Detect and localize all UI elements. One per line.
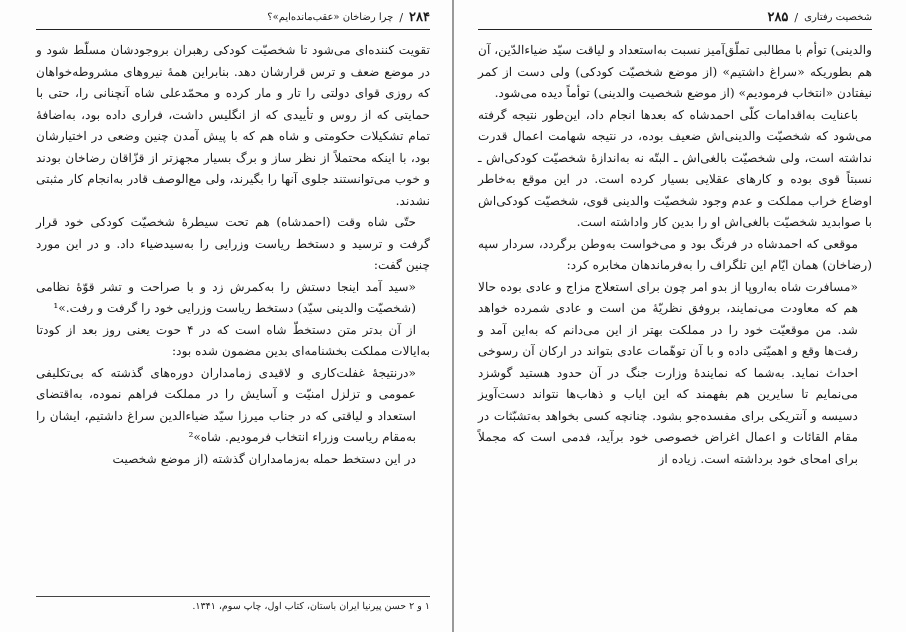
right-quote-1: «مسافرت شاه به‌اروپا از بدو امر چون برای استعلاج مزاج و عادی بوده حالا هم که معاودت می‌نمایند، بروفق نظریّهٔ من است و عادی شمرده خواهد شد. من موقعیّت خود را در مملکت بهتر از این می‌دانم که به‌این آمد و رفت‌ها وقع و اهمیّتی داده و با آن توهّمات عادی بتواند در ارکان آن رسوخی احداث نماید. به‌شما که نمایندهٔ وزارت جنگ در آن حدود هستید گوشزد می‌نمایم تا سایرین هم بفهمند که این ایاب و ذهاب‌ها نتواند دست‌آویز دسیسه و آنتریکی برای مفسده‌جو بشود. چنانچه کسی بخواهد به‌تشبّثات در مقام القائات و اعمال اغراض خصوصی خود برآید، فدمی است که مجملاً برای امحای خود برداشته است. زیاده از <box>478 279 858 466</box>
left-page <box>0 0 452 632</box>
left-header-title: چرا رضاخان «عقب‌مانده‌ایم»؟ <box>267 12 394 23</box>
left-paragraph-2: حتّی شاه وقت (احمدشاه) هم تحت سیطرهٔ شخصیّت کودکی خود قرار گرفت و ترسید و دستخط ریاست وزرایی را به‌سیدضیاء داد. و در این مورد چنین گفت: <box>36 215 430 272</box>
left-header-separator: / <box>399 11 404 24</box>
left-page-header <box>36 10 430 30</box>
right-page <box>454 0 906 632</box>
right-paragraph-2: باعنایت به‌اقدامات کلّی احمدشاه که بعدها انجام داد، این‌طور نتیجه گرفته می‌شود که شخصیّت والدینی‌اش ضعیف بوده، در نتیجه شهامت اعمال قدرت نداشته است، ولی شخصیّت بالغی‌اش ـ البتّه نه به‌اندازهٔ شخصیّت کودکی‌اش ـ نسبتاً قوی بوده و کارهای عقلایی بسیار کرده است. در این موقع به‌خاطر اوضاع خراب مملکت و عدم وجود شخصیّت والدینی قوی، شخصیّت کودکی‌اش با صوابدید شخصیّت بالغی‌اش او را بدین کار واداشته است. <box>478 107 872 229</box>
right-header-title: شخصیت رفتاری <box>804 12 872 23</box>
left-header-group <box>267 10 430 25</box>
left-page-number: ۲۸۴ <box>409 10 430 25</box>
right-page-number: ۲۸۵ <box>767 10 789 25</box>
right-paragraph-1: والدینی) توأم با مطالبی تملّق‌آمیز نسبت به‌استعداد و لیاقت سیّد ضیاءالدّین، آن هم بطوریکه «سراغ داشتیم» (از موضع شخصیّت کودکی) ولی دست از کمر نیفتادن «انتخاب فرمودیم» (از موضع شخصیت والدینی) توأماً دیده می‌شود. <box>478 43 872 100</box>
left-paragraph-4: در این دستخط حمله به‌زمامداران گذشته (از موضع شخصیت <box>112 451 416 466</box>
left-quote-1: «سید آمد اینجا دستش را به‌کمرش زد و با صراحت و تشر قوّهٔ نظامی (شخصیّت والدینی سیّد) دستخط ریاست وزرایی خود را گرفت و رفت.»¹ <box>36 279 416 315</box>
right-header-separator: / <box>794 11 799 24</box>
left-quote-2: «درنتیجهٔ غفلت‌کاری و لاقیدی زمامداران دوره‌های گذشته که بی‌تکلیفی عمومی و تزلزل امنیّت و آسایش را در مملکت فراهم نموده، به‌اقتضای استعداد و لیاقتی که در جناب میرزا سیّد ضیاءالدین سراغ داشتیم، ایشان را به‌مقام ریاست وزراء انتخاب فرمودیم. شاه»² <box>36 365 416 444</box>
right-paragraph-3: موقعی که احمدشاه در فرنگ بود و می‌خواست به‌وطن برگردد، سردار سپه (رضاخان) همان ایّام این تلگراف را به‌فرماندهان مخابره کرد: <box>478 236 872 272</box>
right-header-group <box>767 10 872 25</box>
left-paragraph-3: از آن بدتر متن دستخطّ شاه است که در ۴ حوت یعنی روز بعد از کودتا به‌ایالات مملکت بخشنامه‌ای بدین مضمون شده بود: <box>36 322 430 358</box>
left-paragraph-1: تقویت کننده‌ای می‌شود تا شخصیّت کودکی رهبران بروجودشان مسلّط شود و در موضع ضعف و ترس قرارشان دهد. بنابراین همهٔ نیروهای مشروطه‌خواهان که روزی قوای دولتی را تار و مار کرده و محمّدعلی شاه آنچنانی را، حتی با حمایتی که از روس و تأییدی که از انگلیس داشت، فراری داده بود، به‌اضافهٔ تمام تشکیلات حکومتی و شاه هم که با پیش آمدن چنین وضعی در اختیارشان بود، با اینکه محتملاً از نظر ساز و برگ بسیار مجهزتر از قزّاقان رضاخان بودند و خوب می‌توانستند جلوی آنها را بگیرند، ولی مع‌الوصف قادر به‌انجام کار مثبتی نشدند. <box>36 43 430 208</box>
right-page-header <box>478 10 872 30</box>
left-footnote: ۱ و ۲ حسن پیرنیا ایران باستان، کتاب اول، چاپ سوم، ۱۳۴۱. <box>36 596 430 612</box>
